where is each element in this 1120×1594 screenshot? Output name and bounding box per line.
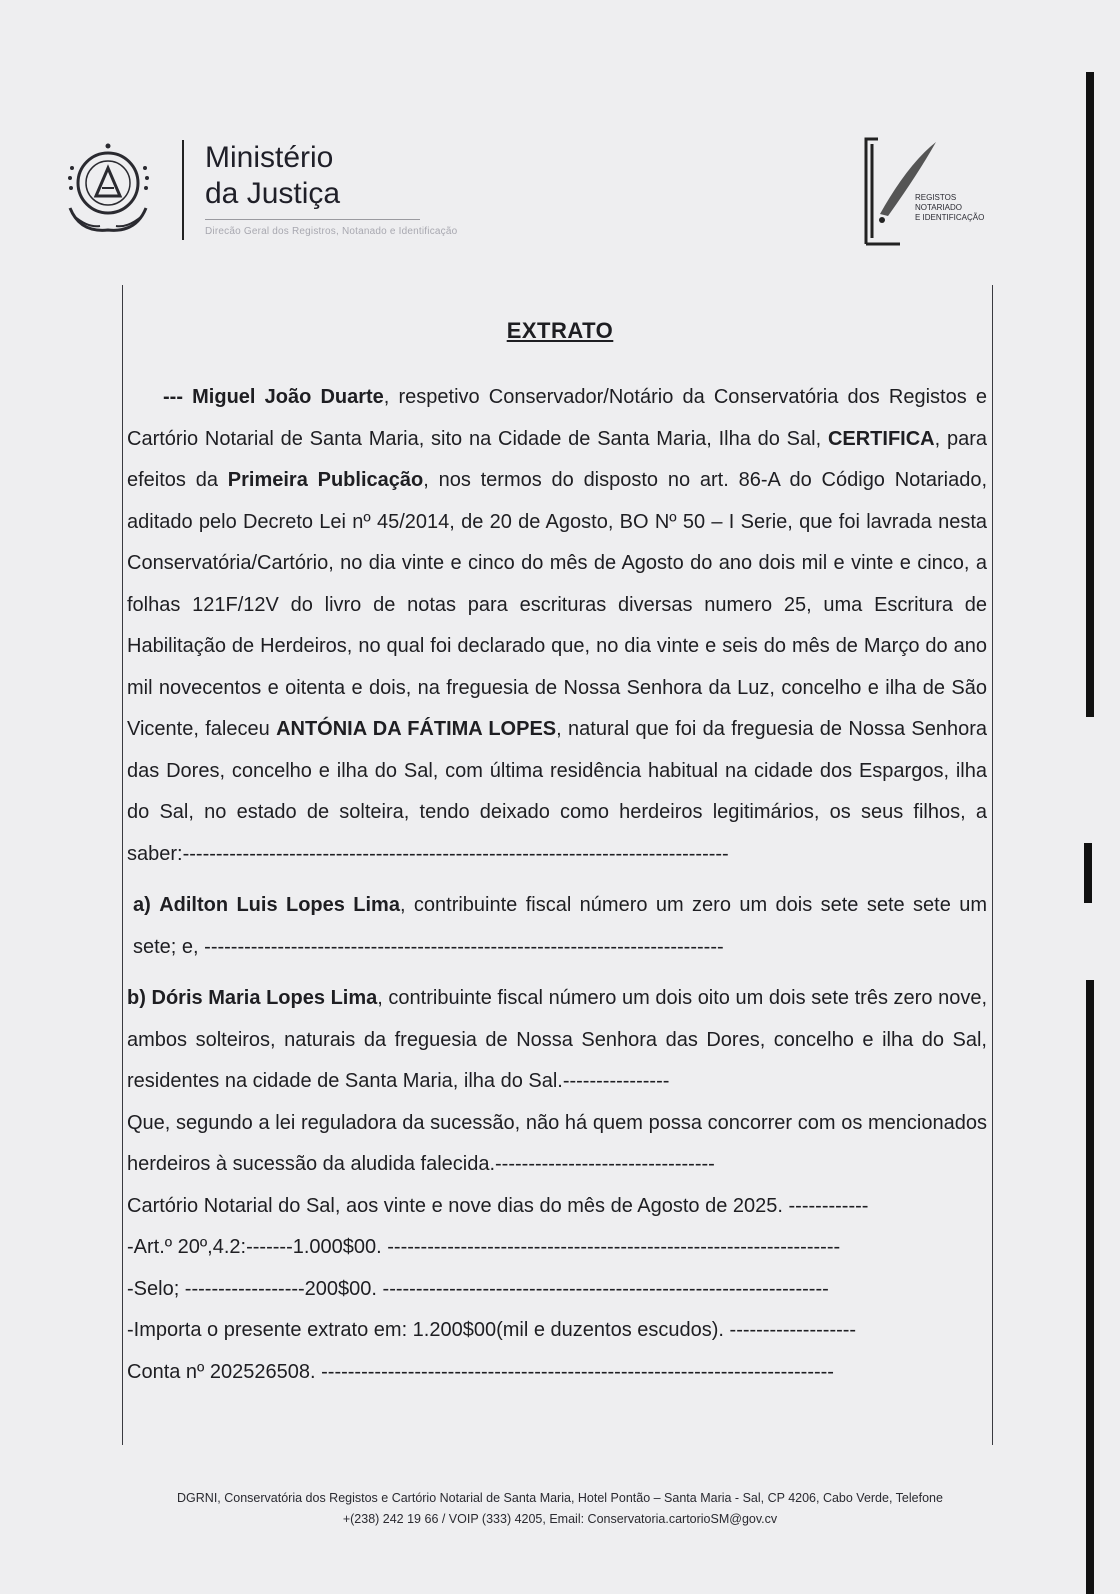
fee-article-line: -Art.º 20º,4.2:-------1.000$00. --------------------------------------------------------------------	[127, 1236, 841, 1258]
registos-line-3: E IDENTIFICAÇÃO	[915, 213, 985, 222]
document-body	[127, 377, 987, 1393]
paragraph-text: , nos termos do disposto no art. 86-A do Código Notariado, aditado pelo Decreto Lei nº 45/2014, de 20 de Agosto, BO Nº 50 – I Serie, que foi lavrada nesta Conservatória/Cartório, no dia vinte e cinco do mês de Agosto do ano dois mil e vinte e cinco, a folhas 121F/12V do livro de notas para escrituras diversas numero 25, uma Escritura de Habilitação de Herdeiros, no qual foi declarado que, no dia vinte e seis do mês de Março do ano mil novecentos e oitenta e dois, na freguesia de Nossa Senhora da Luz, concelho e ilha de São Vicente, faleceu	[127, 469, 988, 740]
ministry-line-1: Ministério	[205, 141, 334, 174]
account-number-line: Conta nº 202526508. -----------------------------------------------------------------------------	[127, 1360, 834, 1383]
notary-name: Miguel João Duarte	[192, 386, 384, 408]
header-divider	[182, 140, 184, 240]
heir-b	[127, 978, 987, 1103]
certifica-keyword: CERTIFICA	[827, 427, 935, 450]
heir-b-text: , contribuinte fiscal número um dois oito um dois sete três zero nove, ambos solteiros, naturais da freguesia de Nossa Senhora das Dores, concelho e ilha do Sal, residentes na cidade de Santa Maria, ilha do Sal.----------------	[127, 987, 987, 1092]
fee-stamp-line: -Selo; ------------------200$00. -------------------------------------------------------------------	[127, 1277, 829, 1300]
paragraph-text: , respetivo Conservador/Notário da Conservatória dos Registos e Cartório Notarial de Santa Maria, sito na Cidade de Santa Maria, Ilha do Sal,	[127, 386, 987, 450]
scan-artifact-bar	[1084, 843, 1092, 903]
ministry-line-2: da Justiça	[205, 177, 341, 210]
total-amount-line: -Importa o presente extrato em: 1.200$00(mil e duzentos escudos). -------------------	[127, 1319, 857, 1341]
registos-line-1: REGISTOS	[915, 193, 957, 202]
coat-of-arms-seal	[60, 138, 170, 248]
footer-line-2: +(238) 242 19 66 / VOIP (333) 4205, Email: Conservatoria.cartorioSM@gov.cv	[342, 1512, 778, 1526]
heir-b-name: Dóris Maria Lopes Lima	[151, 987, 378, 1009]
ministry-rule	[205, 219, 420, 220]
heir-a-name: Adilton Luis Lopes Lima	[159, 894, 400, 916]
paragraph-text: , para efeitos da	[127, 427, 987, 491]
heir-a-label: a)	[133, 894, 151, 916]
succession-paragraph: Que, segundo a lei reguladora da sucessão, não há quem possa concorrer com os mencionados herdeiros à sucessão da aludida falecida.---------------------------------	[127, 1111, 987, 1175]
ministry-title	[205, 140, 340, 212]
heir-a	[127, 885, 987, 968]
registos-line-2: NOTARIADO	[915, 203, 962, 212]
heir-a-text: , contribuinte fiscal número um zero um dois sete sete sete um sete; e, ------------------------------------------------------------------------------	[133, 894, 987, 958]
heir-b-label: b)	[127, 987, 146, 1009]
ministry-subtitle: Direcão Geral dos Registros, Notanado e Identificação	[205, 226, 458, 237]
frame-line-right	[992, 285, 993, 1445]
deceased-name: ANTÓNIA DA FÁTIMA LOPES	[276, 718, 557, 740]
scan-artifact-bar	[1086, 72, 1094, 717]
registos-logo	[858, 134, 1008, 249]
paragraph-text: , natural que foi da freguesia de Nossa Senhora das Dores, concelho e ilha do Sal, com última residência habitual na cidade dos Espargos, ilha do Sal, no estado de solteira, tendo deixado como herdeiros legitimários, os seus filhos, a saber:----------------------------------------------------------------------------------	[127, 718, 988, 865]
certification-paragraph	[127, 377, 987, 875]
registos-text	[915, 193, 984, 223]
cartorio-date-line: Cartório Notarial do Sal, aos vinte e nove dias do mês de Agosto de 2025. ------------	[127, 1194, 869, 1217]
frame-line-left	[122, 285, 123, 1445]
leading-dashes: ---	[163, 386, 183, 408]
document-footer	[0, 1488, 1120, 1530]
footer-line-1: DGRNI, Conservatória dos Registos e Cartório Notarial de Santa Maria, Hotel Pontão – Santa Maria - Sal, CP 4206, Cabo Verde, Telefone	[177, 1491, 943, 1505]
document-title: EXTRATO	[506, 318, 614, 343]
publication-keyword: Primeira Publicação	[227, 469, 424, 491]
